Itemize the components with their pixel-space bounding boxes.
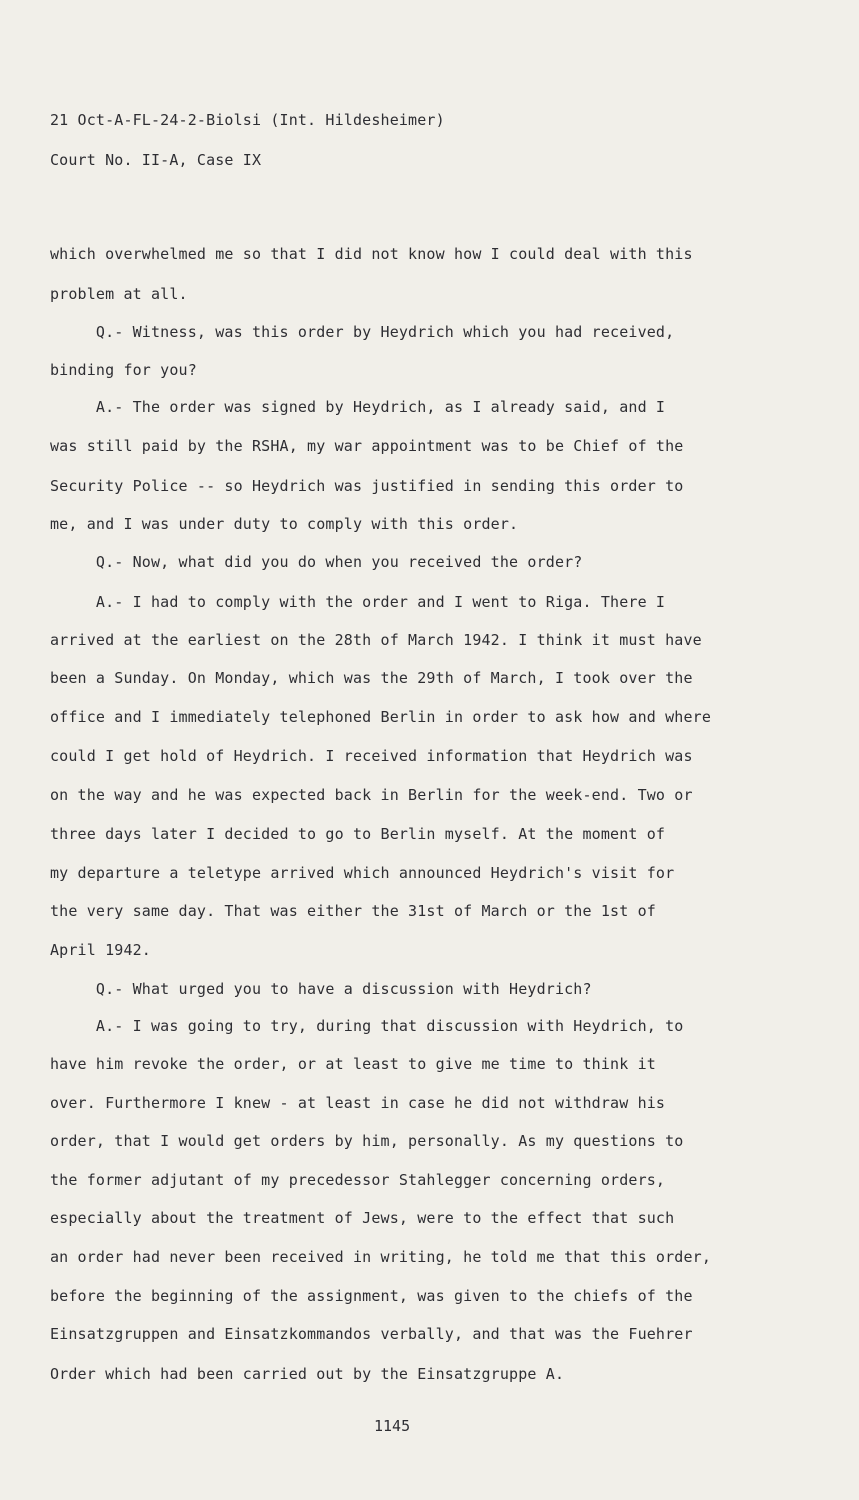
text-line: me, and I was under duty to comply with this order.: [50, 515, 519, 533]
text-line: was still paid by the RSHA, my war appointment was to be Chief of the: [50, 437, 684, 455]
text-line: Security Police -- so Heydrich was justified in sending this order to: [50, 477, 684, 495]
text-line: my departure a teletype arrived which announced Heydrich's visit for: [50, 864, 675, 882]
text-line: especially about the treatment of Jews, were to the effect that such: [50, 1209, 675, 1227]
text-line: Q.- What urged you to have a discussion with Heydrich?: [50, 980, 592, 998]
page-number: 1145: [374, 1417, 411, 1435]
header-reference: 21 Oct-A-FL-24-2-Biolsi (Int. Hildesheimer): [50, 111, 445, 129]
text-line: before the beginning of the assignment, was given to the chiefs of the: [50, 1287, 693, 1305]
text-line: Einsatzgruppen and Einsatzkommandos verbally, and that was the Fuehrer: [50, 1325, 693, 1343]
text-line: on the way and he was expected back in Berlin for the week-end. Two or: [50, 786, 693, 804]
header-court: Court No. II-A, Case IX: [50, 151, 262, 169]
text-line: Order which had been carried out by the Einsatzgruppe A.: [50, 1365, 565, 1383]
text-line: which overwhelmed me so that I did not know how I could deal with this: [50, 245, 693, 263]
text-line: over. Furthermore I knew - at least in case he did not withdraw his: [50, 1094, 666, 1112]
text-line: arrived at the earliest on the 28th of March 1942. I think it must have: [50, 631, 702, 649]
text-line: A.- I was going to try, during that discussion with Heydrich, to: [50, 1017, 684, 1035]
text-line: an order had never been received in writing, he told me that this order,: [50, 1248, 712, 1266]
text-line: Q.- Witness, was this order by Heydrich which you had received,: [50, 323, 675, 341]
text-line: have him revoke the order, or at least to give me time to think it: [50, 1055, 656, 1073]
text-line: Q.- Now, what did you do when you received the order?: [50, 553, 583, 571]
text-line: problem at all.: [50, 285, 188, 303]
text-line: the very same day. That was either the 31st of March or the 1st of: [50, 902, 656, 920]
text-line: could I get hold of Heydrich. I received information that Heydrich was: [50, 747, 693, 765]
text-line: A.- I had to comply with the order and I went to Riga. There I: [50, 593, 666, 611]
text-line: three days later I decided to go to Berlin myself. At the moment of: [50, 825, 666, 843]
text-line: A.- The order was signed by Heydrich, as I already said, and I: [50, 398, 666, 416]
text-line: binding for you?: [50, 361, 197, 379]
text-line: been a Sunday. On Monday, which was the 29th of March, I took over the: [50, 669, 693, 687]
text-line: order, that I would get orders by him, personally. As my questions to: [50, 1132, 684, 1150]
text-line: April 1942.: [50, 941, 151, 959]
text-line: the former adjutant of my precedessor Stahlegger concerning orders,: [50, 1171, 666, 1189]
text-line: office and I immediately telephoned Berlin in order to ask how and where: [50, 708, 712, 726]
